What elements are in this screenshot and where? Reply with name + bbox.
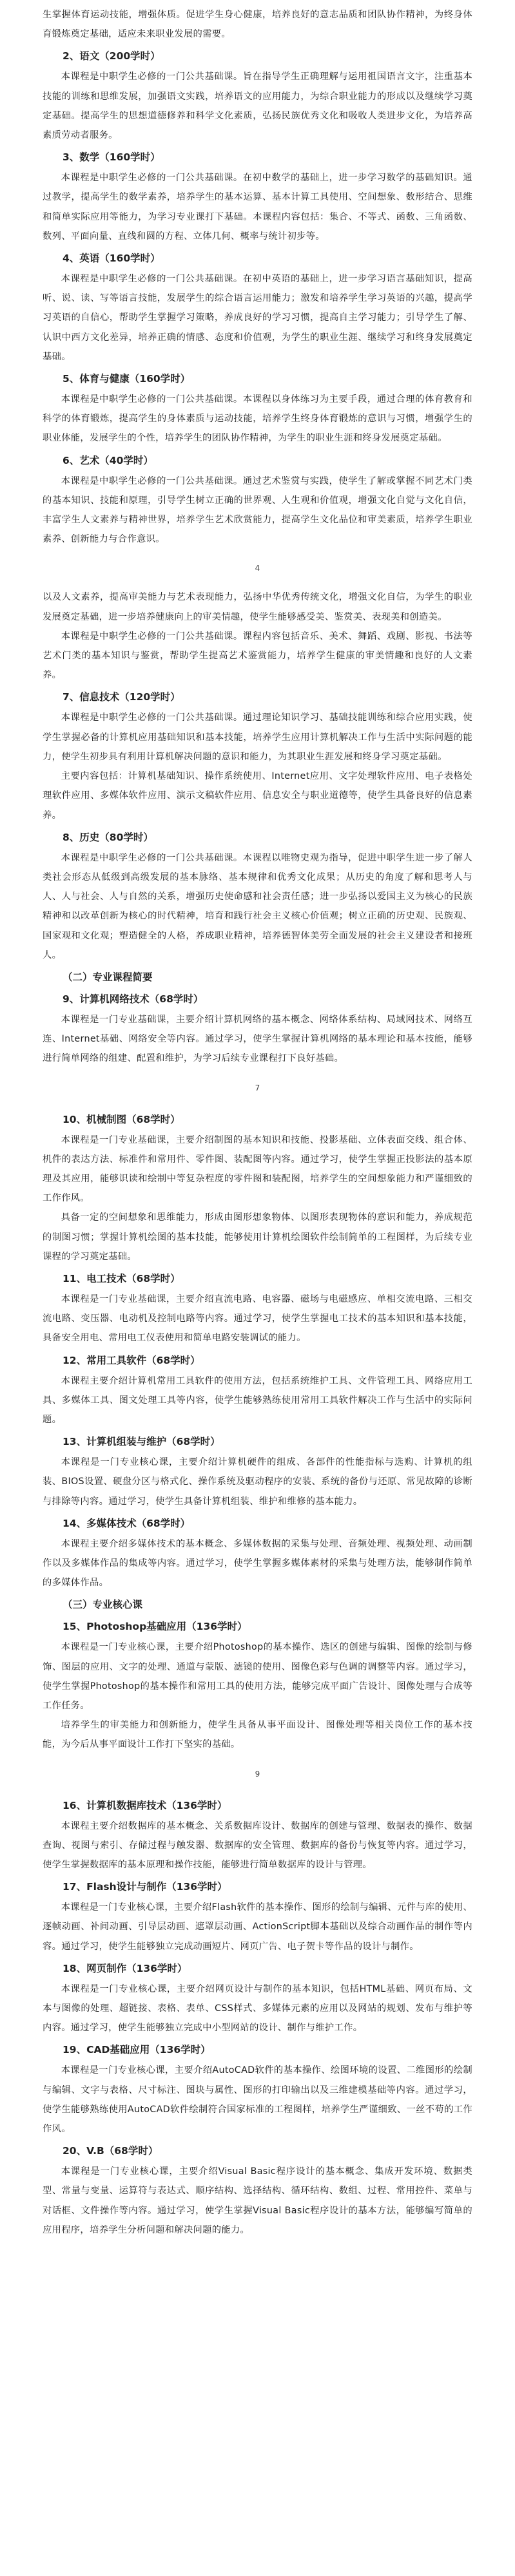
paragraph: 本课程是中职学生必修的一门公共基础课。通过理论知识学习、基础技能训练和综合应用实践，使学生掌握必备的计算机应用基础知识和基本技能，培养学生应用计算机解决工作与生活中实际问题的能力，使学生初步具有利用计算机解决问题的意识和能力，为其职业生涯发展和终身学习奠定基础。 xyxy=(43,712,472,762)
course-heading: 3、数学（160学时） xyxy=(63,151,160,164)
paragraph: 具备一定的空间想象和思维能力，形成由图形想象物体、以图形表现物体的意识和能力，养成规范的制图习惯；掌握计算机绘图的基本技能，能够使用计算机绘图软件绘制简单的工程图样，为后续专业课程的学习奠定基础。 xyxy=(43,1212,472,1262)
paragraph: 本课程是一门专业核心课，主要介绍Visual Basic程序设计的基本概念、集成开发环境、数据类型、常量与变量、运算符与表达式、顺序结构、选择结构、循环结构、数组、过程、常用控件、菜单与对话框、文件操作等内容。通过学习，使学生掌握Visual Basic程序设计的基本方法，能够编写简单的应用程序，培养学生分析问题和解决问题的能力。 xyxy=(43,2166,472,2235)
section-heading: （二）专业课程简要 xyxy=(63,971,153,983)
paragraph: 本课程是中职学生必修的一门公共基础课。在初中英语的基础上，进一步学习语言基础知识，提高听、说、读、写等语言技能，发展学生的综合语言运用能力；激发和培养学生学习英语的兴趣，提高学习英语的自信心，帮助学生掌握学习策略，养成良好的学习习惯，提高自主学习能力；引导学生了解、认识中西方文化差异，培养正确的情感、态度和价值观，为学生的职业生涯、继续学习和终身发展奠定基础。 xyxy=(43,274,472,362)
paragraph: 本课程是中职学生必修的一门公共基础课。本课程以身体练习为主要手段，通过合理的体育教育和科学的体育锻炼，提高学生的身体素质与运动技能，培养学生终身体育锻炼的意识与习惯，增强学生的职业体能，发展学生的个性，培养学生的团队协作精神，为学生的职业生涯和终身发展奠定基础。 xyxy=(43,394,472,444)
paragraph: 本课程主要介绍多媒体技术的基本概念、多媒体数据的采集与处理、音频处理、视频处理、动画制作以及多媒体作品的集成等内容。通过学习，使学生掌握多媒体素材的采集与处理方法，能够制作简单的多媒体作品。 xyxy=(43,1538,472,1589)
course-heading: 18、网页制作（136学时） xyxy=(63,1962,188,1974)
course-heading: 6、艺术（40学时） xyxy=(63,454,153,466)
course-heading: 9、计算机网络技术（68学时） xyxy=(63,993,204,1005)
paragraph: 本课程是一门专业核心课，主要介绍Flash软件的基本操作、图形的绘制与编辑、元件与库的使用、逐帧动画、补间动画、引导层动画、遮罩层动画、ActionScript脚本基础以及综合动画作品的制作等内容。通过学习，使学生能够独立完成动画短片、网页广告、电子贺卡等作品的设计与制作。 xyxy=(43,1902,472,1952)
course-heading: 16、计算机数据库技术（136学时） xyxy=(63,1799,228,1811)
paragraph: 本课程是中职学生必修的一门公共基础课。本课程以唯物史观为指导，促进中职学生进一步了解人类社会形态从低级到高级发展的基本脉络、基本规律和优秀文化成果；从历史的角度了解和思考人与人、人与社会、人与自然的关系，增强历史使命感和社会责任感；进一步弘扬以爱国主义为核心的民族精神和以改革创新为核心的时代精神，培育和践行社会主义核心价值观；树立正确的历史观、民族观、国家观和文化观；塑造健全的人格，养成职业精神，培养德智体美劳全面发展的社会主义建设者和接班人。 xyxy=(43,852,472,960)
course-heading: 8、历史（80学时） xyxy=(63,831,153,843)
paragraph: 本课程是中职学生必修的一门公共基础课。课程内容包括音乐、美术、舞蹈、戏剧、影视、书法等艺术门类的基本知识与鉴赏，帮助学生提高艺术鉴赏能力，培养学生健康的审美情趣和良好的人文素养。 xyxy=(43,631,472,681)
course-heading: 12、常用工具软件（68学时） xyxy=(63,1354,200,1366)
paragraph: 生掌握体育运动技能，增强体质。促进学生身心健康，培养良好的意志品质和团队协作精神，为终身体育锻炼奠定基础，适应未来职业发展的需要。 xyxy=(43,10,472,40)
paragraph: 本课程是中职学生必修的一门公共基础课。在初中数学的基础上，进一步学习数学的基础知识。通过教学，提高学生的数学素养，培养学生的基本运算、基本计算工具使用、空间想象、数形结合、思维和简单实际应用等能力，为学习专业课打下基础。本课程内容包括：集合、不等式、函数、三角函数、数列、平面向量、直线和圆的方程、立体几何、概率与统计初步等。 xyxy=(43,173,472,242)
course-heading: 15、Photoshop基础应用（136学时） xyxy=(63,1621,248,1633)
paragraph: 本课程主要介绍数据库的基本概念、关系数据库设计、数据库的创建与管理、数据表的操作、数据查询、视图与索引、存储过程与触发器、数据库的安全管理、数据库的备份与恢复等内容。通过学习，使学生掌握数据库的基本原理和操作技能，能够进行简单数据库的设计与管理。 xyxy=(43,1820,472,1871)
course-heading: 4、英语（160学时） xyxy=(63,253,160,265)
course-heading: 19、CAD基础应用（136学时） xyxy=(63,2044,211,2056)
course-heading: 2、语文（200学时） xyxy=(63,50,160,62)
paragraph: 以及人文素养，提高审美能力与艺术表现能力，弘扬中华优秀传统文化，增强文化自信，为学生的职业发展奠定基础，进一步培养健康向上的审美情趣，使学生能够感受美、鉴赏美、表现美和创造美。 xyxy=(43,592,472,622)
paragraph: 本课程是一门专业基础课，主要介绍直流电路、电容器、磁场与电磁感应、单相交流电路、三相交流电路、变压器、电动机及控制电路等内容。通过学习，使学生掌握电工技术的基本知识和基本技能，具备安全用电、常用电工仪表使用和简单电路安装调试的能力。 xyxy=(43,1293,472,1344)
paragraph: 本课程是一门专业基础课，主要介绍计算机网络的基本概念、网络体系结构、局域网技术、网络互连、Internet基础、网络安全等内容。通过学习，使学生掌握计算机网络的基本理论和基本技能，能够进行简单网络的组建、配置和维护，为学习后续专业课程打下良好基础。 xyxy=(43,1014,472,1064)
course-heading: 5、体育与健康（160学时） xyxy=(63,373,191,385)
page-number: 4 xyxy=(255,564,260,573)
paragraph: 本课程是中职学生必修的一门公共基础课。旨在指导学生正确理解与运用祖国语言文字，注重基本技能的训练和思维发展，加强语文实践，培养语文的应用能力，为综合职业能力的形成以及继续学习奠定基础。提高学生的思想道德修养和科学文化素质，弘扬民族优秀文化和吸收人类进步文化，为培养高素质劳动者服务。 xyxy=(43,72,472,141)
paragraph: 主要内容包括：计算机基础知识、操作系统使用、Internet应用、文字处理软件应用、电子表格处理软件应用、多媒体软件应用、演示文稿软件应用、信息安全与职业道德等，使学生具备良好的信息素养。 xyxy=(43,771,472,821)
paragraph: 本课程是一门专业核心课，主要介绍Photoshop的基本操作、选区的创建与编辑、图像的绘制与修饰、图层的应用、文字的处理、通道与蒙版、滤镜的使用、图像色彩与色调的调整等内容。通过学习，使学生掌握Photoshop的基本操作和常用工具的使用方法，能够完成平面广告设计、图像处理与合成等工作任务。 xyxy=(43,1642,472,1711)
paragraph: 本课程主要介绍计算机常用工具软件的使用方法，包括系统维护工具、文件管理工具、网络应用工具、多媒体工具、图文处理工具等内容，使学生能够熟练使用常用工具软件解决工作与生活中的实际问题。 xyxy=(43,1375,472,1425)
section-heading: （三）专业核心课 xyxy=(63,1599,143,1611)
course-heading: 14、多媒体技术（68学时） xyxy=(63,1517,191,1529)
course-heading: 7、信息技术（120学时） xyxy=(63,691,180,703)
course-heading: 17、Flash设计与制作（136学时） xyxy=(63,1881,228,1893)
course-heading: 20、V.B（68学时） xyxy=(63,2145,159,2157)
paragraph: 本课程是一门专业核心课，主要介绍计算机硬件的组成、各部件的性能指标与选购、计算机的组装、BIOS设置、硬盘分区与格式化、操作系统及驱动程序的安装、系统的备份与还原、常见故障的诊断与排除等内容。通过学习，使学生具备计算机组装、维护和维修的基本能力。 xyxy=(43,1457,472,1507)
course-heading: 10、机械制图（68学时） xyxy=(63,1113,180,1125)
paragraph: 本课程是一门专业基础课，主要介绍制图的基本知识和技能、投影基础、立体表面交线、组合体、机件的表达方法、标准件和常用件、零件图、装配图等内容。通过学习，使学生掌握正投影法的基本原理及其应用，能够识读和绘制中等复杂程度的零件图和装配图，培养学生的空间想象能力和严谨细致的工作作风。 xyxy=(43,1134,472,1204)
page-number: 9 xyxy=(255,1769,260,1779)
paragraph: 本课程是中职学生必修的一门公共基础课。通过艺术鉴赏与实践，使学生了解或掌握不同艺术门类的基本知识、技能和原理，引导学生树立正确的世界观、人生观和价值观，增强文化自觉与文化自信，丰富学生人文素养与精神世界，培养学生艺术欣赏能力，提高学生文化品位和审美素质，培养学生职业素养、创新能力与合作意识。 xyxy=(43,475,472,545)
paragraph: 本课程是一门专业核心课，主要介绍AutoCAD软件的基本操作、绘图环境的设置、二维图形的绘制与编辑、文字与表格、尺寸标注、图块与属性、图形的打印输出以及三维建模基础等内容。通过学习，使学生能够熟练使用AutoCAD软件绘制符合国家标准的工程图样，培养学生严谨细致、一丝不苟的工作作风。 xyxy=(43,2065,472,2135)
paragraph: 本课程是一门专业核心课，主要介绍网页设计与制作的基本知识，包括HTML基础、网页布局、文本与图像的处理、超链接、表格、表单、CSS样式、多媒体元素的应用以及网站的规划、发布与维护等内容。通过学习，使学生能够独立完成中小型网站的设计、制作与维护工作。 xyxy=(43,1983,472,2034)
paragraph: 培养学生的审美能力和创新能力，使学生具备从事平面设计、图像处理等相关岗位工作的基本技能，为今后从事平面设计工作打下坚实的基础。 xyxy=(43,1720,472,1750)
course-heading: 13、计算机组装与维护（68学时） xyxy=(63,1436,220,1448)
course-heading: 11、电工技术（68学时） xyxy=(63,1272,180,1284)
page-number: 7 xyxy=(255,1083,260,1092)
